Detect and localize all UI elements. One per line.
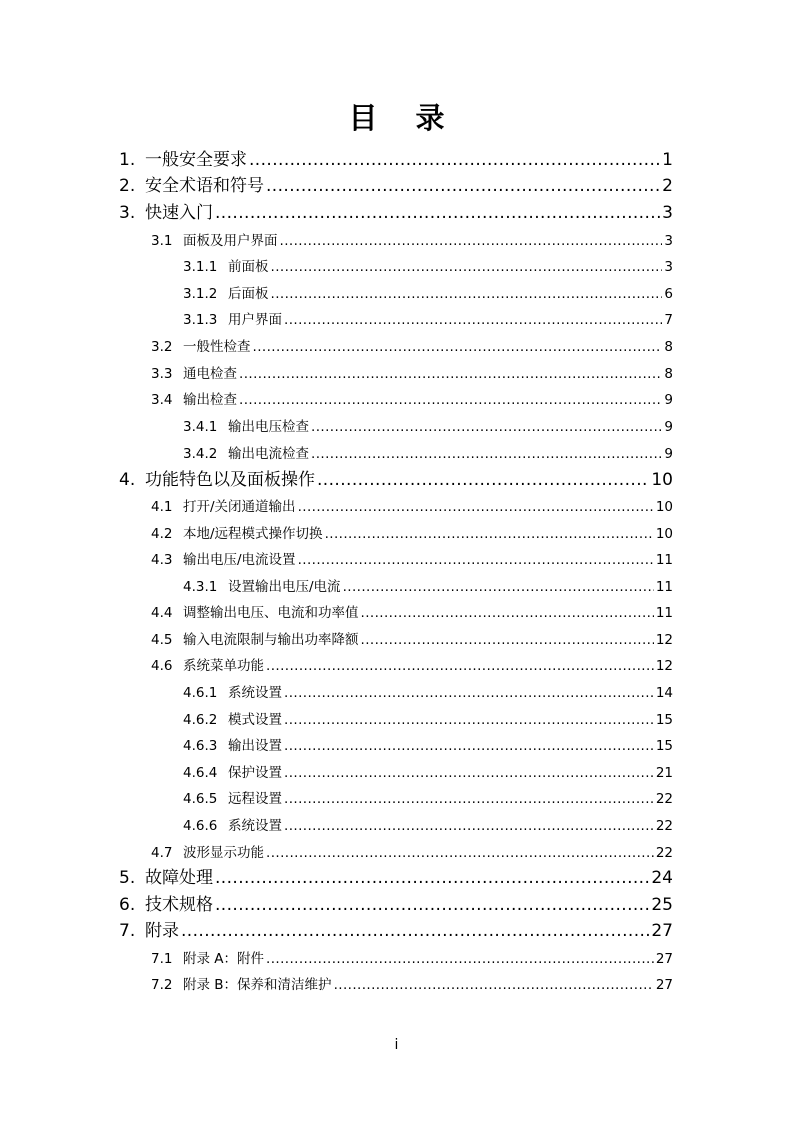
toc-entry-number: 4.6.1 <box>183 685 218 701</box>
toc-entry-title: 一般性检查 <box>183 339 251 355</box>
toc-leader-dots <box>343 579 654 595</box>
toc-entry[interactable] <box>183 282 673 302</box>
toc-entry-number: 4. <box>119 470 136 490</box>
toc-entry-title: 本地/远程模式操作切换 <box>183 526 323 542</box>
toc-entry-number: 4.1 <box>151 499 173 515</box>
toc-entry[interactable] <box>183 787 673 807</box>
toc-leader-dots <box>284 765 654 781</box>
toc-entry[interactable] <box>151 628 673 648</box>
toc-entry-page: 10 <box>655 526 673 542</box>
toc-entry-title: 附录 <box>145 921 179 941</box>
toc-entry[interactable] <box>183 308 673 328</box>
toc-entry-number: 4.4 <box>151 605 173 621</box>
toc-entry-page: 9 <box>664 392 673 408</box>
toc-entry-title: 功能特色以及面板操作 <box>145 470 315 490</box>
toc-entry-title: 面板及用户界面 <box>183 233 278 249</box>
toc-entry-page: 15 <box>655 712 673 728</box>
toc-entry-page: 6 <box>664 286 673 302</box>
toc-entry-title: 保护设置 <box>228 765 282 781</box>
toc-entry[interactable] <box>151 362 673 382</box>
toc-entry-title: 输出设置 <box>228 738 282 754</box>
toc-entry-page: 3 <box>662 203 673 223</box>
toc-leader-dots <box>311 419 662 435</box>
toc-entry-title: 打开/关闭通道输出 <box>183 499 296 515</box>
toc-leader-dots <box>284 712 654 728</box>
toc-entry-title: 输出电压/电流设置 <box>183 552 296 568</box>
toc-entry-number: 3.2 <box>151 339 173 355</box>
toc-entry-number: 3.1.2 <box>183 286 218 302</box>
toc-entry[interactable] <box>151 601 673 621</box>
toc-entry-title: 安全术语和符号 <box>145 176 264 196</box>
toc-entry[interactable] <box>119 145 673 170</box>
toc-leader-dots <box>284 312 662 328</box>
toc-entry[interactable] <box>151 841 673 861</box>
toc-entry-title: 通电检查 <box>183 366 237 382</box>
toc-entry-page: 1 <box>662 150 673 170</box>
toc-entry-number: 4.3 <box>151 552 173 568</box>
toc-entry-title: 输入电流限制与输出功率降额 <box>183 632 359 648</box>
toc-entry-number: 4.3.1 <box>183 579 218 595</box>
toc-leader-dots <box>311 446 662 462</box>
toc-leader-dots <box>284 685 654 701</box>
toc-leader-dots <box>215 895 649 915</box>
toc-entry-page: 12 <box>655 658 673 674</box>
toc-entry[interactable] <box>119 916 673 941</box>
toc-leader-dots <box>266 658 654 674</box>
toc-leader-dots <box>280 233 663 249</box>
toc-entry-page: 3 <box>664 233 673 249</box>
toc-entry[interactable] <box>119 890 673 915</box>
toc-entry-number: 4.6 <box>151 658 173 674</box>
toc-entry-title: 系统设置 <box>228 818 282 834</box>
toc-leader-dots <box>361 605 654 621</box>
toc-entry-number: 3.4.2 <box>183 446 218 462</box>
toc-leader-dots <box>239 366 662 382</box>
toc-entry[interactable] <box>119 863 673 888</box>
toc-entry-number: 2. <box>119 176 136 196</box>
toc-entry-title: 快速入门 <box>145 203 213 223</box>
toc-entry-page: 25 <box>651 895 673 915</box>
toc-entry-number: 3.4.1 <box>183 419 218 435</box>
toc-entry-title: 输出电流检查 <box>228 446 309 462</box>
toc-entry-page: 27 <box>655 977 673 993</box>
toc-entry-page: 11 <box>655 552 673 568</box>
toc-entry-title: 模式设置 <box>228 712 282 728</box>
toc-leader-dots <box>266 951 654 967</box>
toc-entry-page: 2 <box>662 176 673 196</box>
toc-entry-number: 6. <box>119 895 136 915</box>
toc-entry-number: 4.7 <box>151 845 173 861</box>
toc-entry[interactable] <box>119 171 673 196</box>
toc-entry-title: 远程设置 <box>228 791 282 807</box>
toc-entry-page: 7 <box>664 312 673 328</box>
toc-entry-title: 波形显示功能 <box>183 845 264 861</box>
toc-leader-dots <box>253 339 663 355</box>
toc-entry-title: 输出电压检查 <box>228 419 309 435</box>
toc-entry-number: 3.4 <box>151 392 173 408</box>
toc-entry[interactable] <box>151 388 673 408</box>
toc-entry-title: 附录 B：保养和清洁维护 <box>183 977 332 993</box>
toc-entry[interactable] <box>183 442 673 462</box>
toc-entry-page: 27 <box>651 921 673 941</box>
toc-entry-page: 9 <box>664 446 673 462</box>
toc-leader-dots <box>284 738 654 754</box>
toc-entry[interactable] <box>183 415 673 435</box>
toc-entry-title: 技术规格 <box>145 895 213 915</box>
toc-entry-number: 3.1 <box>151 233 173 249</box>
toc-entry-number: 3. <box>119 203 136 223</box>
toc-entry-title: 设置输出电压/电流 <box>228 579 341 595</box>
toc-leader-dots <box>298 552 654 568</box>
toc-entry-page: 8 <box>664 366 673 382</box>
toc-leader-dots <box>284 818 654 834</box>
toc-entry-page: 11 <box>655 605 673 621</box>
toc-entry-page: 10 <box>655 499 673 515</box>
toc-leader-dots <box>215 868 649 888</box>
toc-leader-dots <box>215 203 660 223</box>
toc-entry-number: 3.3 <box>151 366 173 382</box>
toc-entry-page: 21 <box>655 765 673 781</box>
toc-entry-number: 3.1.3 <box>183 312 218 328</box>
toc-entry-number: 1. <box>119 150 136 170</box>
toc-entry-number: 3.1.1 <box>183 259 218 275</box>
toc-entry[interactable] <box>183 708 673 728</box>
toc-entry-title: 附录 A：附件 <box>183 951 265 967</box>
toc-entry-title: 系统菜单功能 <box>183 658 264 674</box>
toc-entry-number: 4.6.4 <box>183 765 218 781</box>
toc-leader-dots <box>325 526 654 542</box>
toc-entry-number: 4.6.3 <box>183 738 218 754</box>
toc-entry-page: 8 <box>664 339 673 355</box>
toc-leader-dots <box>239 392 662 408</box>
toc-entry[interactable] <box>151 947 673 967</box>
toc-entry[interactable] <box>119 198 673 223</box>
toc-entry[interactable] <box>183 761 673 781</box>
toc-entry-page: 3 <box>664 259 673 275</box>
toc-entry[interactable] <box>151 522 673 542</box>
toc-entry-page: 27 <box>655 951 673 967</box>
toc-entry-number: 4.6.6 <box>183 818 218 834</box>
toc-entry-number: 4.6.2 <box>183 712 218 728</box>
toc-leader-dots <box>271 259 663 275</box>
toc-entry-page: 15 <box>655 738 673 754</box>
toc-leader-dots <box>271 286 663 302</box>
toc-leader-dots <box>317 470 649 490</box>
toc-entry[interactable] <box>151 229 673 249</box>
toc-entry-title: 后面板 <box>228 286 269 302</box>
toc-entry-title: 输出检查 <box>183 392 237 408</box>
toc-entry[interactable] <box>183 575 673 595</box>
toc-entry-title: 一般安全要求 <box>145 150 247 170</box>
toc-entry-title: 前面板 <box>228 259 269 275</box>
toc-leader-dots <box>266 845 654 861</box>
toc-entry[interactable] <box>119 465 673 490</box>
toc-leader-dots <box>334 977 654 993</box>
toc-entry-page: 22 <box>655 791 673 807</box>
toc-leader-dots <box>284 791 654 807</box>
toc-entry-number: 7.1 <box>151 951 173 967</box>
toc-entry[interactable] <box>151 335 673 355</box>
toc-leader-dots <box>266 176 660 196</box>
toc-leader-dots <box>361 632 654 648</box>
toc-entry-page: 22 <box>655 818 673 834</box>
toc-entry-page: 10 <box>651 470 673 490</box>
toc-entry[interactable] <box>183 255 673 275</box>
toc-entry-title: 系统设置 <box>228 685 282 701</box>
toc-entry[interactable] <box>151 548 673 568</box>
toc-leader-dots <box>249 150 660 170</box>
toc-entry-number: 5. <box>119 868 136 888</box>
toc-entry-title: 故障处理 <box>145 868 213 888</box>
toc-entry-page: 14 <box>655 685 673 701</box>
toc-entry[interactable] <box>151 654 673 674</box>
toc-entry-number: 4.5 <box>151 632 173 648</box>
toc-leader-dots <box>298 499 654 515</box>
toc-entry-title: 调整输出电压、电流和功率值 <box>183 605 359 621</box>
toc-entry-page: 11 <box>655 579 673 595</box>
toc-entry[interactable] <box>151 495 673 515</box>
toc-entry-number: 7.2 <box>151 977 173 993</box>
toc-entry-page: 22 <box>655 845 673 861</box>
toc-entry-page: 9 <box>664 419 673 435</box>
toc-leader-dots <box>181 921 649 941</box>
toc-entry-number: 4.2 <box>151 526 173 542</box>
toc-entry[interactable] <box>183 734 673 754</box>
toc-entry-title: 用户界面 <box>228 312 282 328</box>
toc-entry-page: 12 <box>655 632 673 648</box>
toc-entry-number: 7. <box>119 921 136 941</box>
toc-entry[interactable] <box>183 814 673 834</box>
page-number: i <box>394 1037 399 1053</box>
toc-entry-page: 24 <box>651 868 673 888</box>
toc-entry-number: 4.6.5 <box>183 791 218 807</box>
toc-entry[interactable] <box>183 681 673 701</box>
toc-title: 目 录 <box>348 101 459 135</box>
toc-entry[interactable] <box>151 973 673 993</box>
